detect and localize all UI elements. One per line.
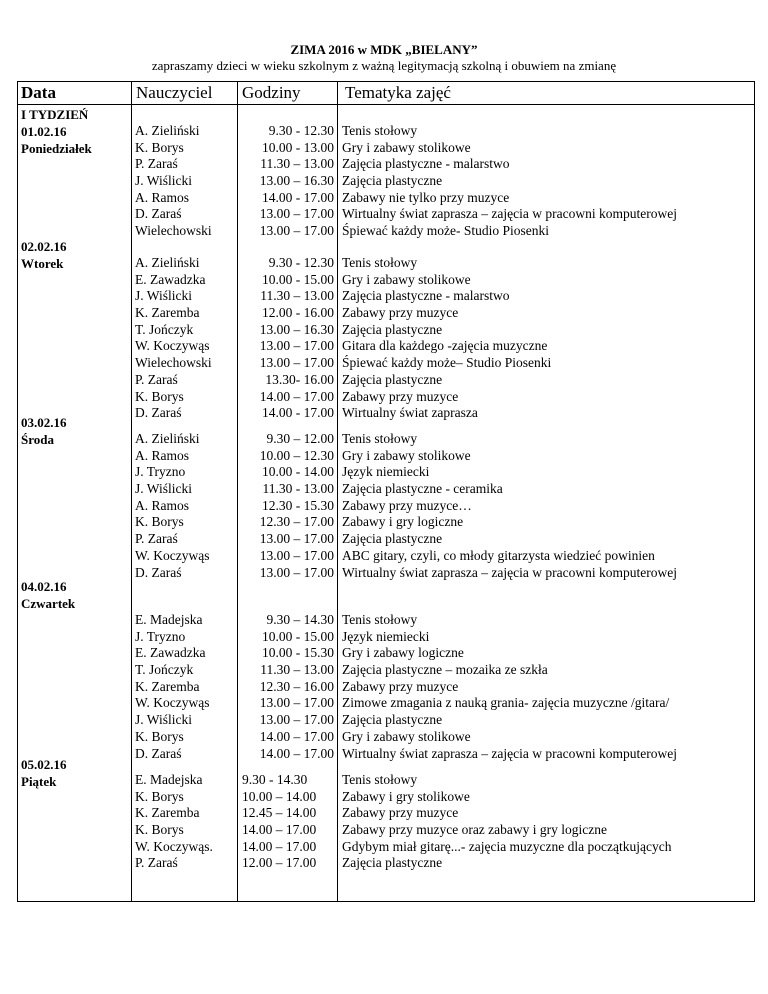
list-item: 13.00 – 16.30: [259, 173, 334, 189]
header-teacher: Nauczyciel: [136, 83, 213, 102]
list-item: Wielechowski: [135, 355, 212, 371]
list-item: 9.30 - 12.30: [268, 255, 334, 270]
list-item: 13.00 – 17.00: [259, 712, 334, 728]
hours-list: [240, 612, 334, 762]
list-item: A. Ramos: [135, 497, 189, 513]
list-item: 14.00 – 17.00: [242, 822, 317, 838]
list-item: Zabawy przy muzyce: [342, 305, 459, 321]
list-item: Tenis stołowy: [342, 612, 418, 627]
list-item: Śpiewać każdy może- Studio Piosenki: [342, 223, 549, 239]
list-item: Język niemiecki: [342, 464, 430, 480]
list-item: Zajęcia plastyczne – mozaika ze szkła: [342, 662, 548, 678]
list-item: Zabawy przy muzyce: [342, 678, 459, 694]
list-item: Wirtualny świat zaprasza: [342, 405, 478, 421]
day-date: 03.02.16: [21, 415, 67, 430]
list-item: W. Koczywąs: [135, 695, 210, 711]
list-item: Zabawy przy muzyce: [342, 388, 459, 404]
header-hours: Godziny: [242, 83, 301, 102]
list-item: Śpiewać każdy może– Studio Piosenki: [342, 355, 552, 371]
list-item: Tenis stołowy: [342, 123, 418, 138]
teachers-list: [135, 612, 209, 762]
topics-list: [342, 431, 677, 581]
teachers-list: [135, 255, 212, 422]
list-item: P. Zaraś: [135, 156, 178, 172]
list-item: Gry i zabawy stolikowe: [342, 139, 471, 155]
list-item: 14.00 – 17.00: [259, 745, 334, 761]
list-item: K. Borys: [135, 822, 184, 838]
list-item: W. Koczywąs: [135, 547, 210, 563]
list-item: 11.30 – 13.00: [260, 156, 334, 172]
list-item: Zajęcia plastyczne: [342, 321, 443, 337]
teachers-list: [135, 772, 213, 872]
day-name: Poniedziałek: [21, 141, 92, 156]
list-item: Zajęcia plastyczne - malarstwo: [342, 288, 510, 304]
day-date: 05.02.16: [21, 757, 67, 772]
list-item: 13.00 – 17.00: [259, 547, 334, 563]
column-divider: [237, 82, 238, 901]
list-item: A. Ramos: [135, 447, 189, 463]
list-item: 14.00 – 17.00: [242, 838, 317, 854]
schedule-table: [17, 81, 755, 902]
page-subtitle: zapraszamy dzieci w wieku szkolnym z ważną legitymacją szkolną i obuwiem na zmianę: [151, 58, 617, 73]
list-item: A. Ramos: [135, 189, 189, 205]
day-name: Środa: [21, 432, 54, 447]
list-item: D. Zaraś: [135, 564, 182, 580]
hours-list: [240, 255, 334, 422]
teachers-list: [135, 123, 212, 240]
day-name: Wtorek: [21, 256, 64, 271]
list-item: E. Zawadzka: [135, 645, 206, 661]
list-item: D. Zaraś: [135, 745, 182, 761]
list-item: Wirtualny świat zaprasza – zajęcia w pracowni komputerowej: [342, 206, 677, 222]
list-item: 13.00 – 17.00: [259, 695, 334, 711]
list-item: A. Zieliński: [135, 431, 200, 446]
list-item: Gry i zabawy stolikowe: [342, 728, 471, 744]
list-item: 10.00 - 15.00: [262, 628, 334, 644]
list-item: Zajęcia plastyczne - ceramika: [342, 481, 503, 497]
list-item: 14.00 - 17.00: [262, 405, 334, 421]
week-label: I TYDZIEŃ: [21, 107, 89, 122]
list-item: K. Borys: [135, 728, 184, 744]
day-tuesday: [21, 238, 67, 272]
header-topic: Tematyka zajęć: [345, 83, 451, 102]
list-item: E. Zawadzka: [135, 271, 206, 287]
list-item: 13.00 – 17.00: [259, 338, 334, 354]
day-date: 02.02.16: [21, 239, 67, 254]
topics-list: [342, 612, 677, 762]
list-item: T. Jończyk: [135, 662, 194, 678]
list-item: 12.30 – 17.00: [259, 514, 334, 530]
list-item: A. Zieliński: [135, 123, 200, 138]
day-wednesday: [21, 414, 67, 448]
list-item: 10.00 - 13.00: [262, 139, 334, 155]
list-item: J. Wiślicki: [135, 712, 192, 728]
list-item: 12.00 – 17.00: [242, 855, 317, 871]
day-name: Czwartek: [21, 596, 76, 611]
list-item: 10.00 – 14.00: [242, 788, 317, 804]
list-item: J. Tryzno: [135, 464, 186, 480]
list-item: 9.30 - 14.30: [242, 772, 308, 787]
list-item: Tenis stołowy: [342, 255, 418, 270]
list-item: D. Zaraś: [135, 206, 182, 222]
list-item: Tenis stołowy: [342, 431, 418, 446]
list-item: J. Wiślicki: [135, 173, 192, 189]
list-item: J. Wiślicki: [135, 288, 192, 304]
list-item: 13.00 – 17.00: [259, 223, 334, 239]
list-item: P. Zaraś: [135, 855, 178, 871]
list-item: Język niemiecki: [342, 628, 430, 644]
list-item: A. Zieliński: [135, 255, 200, 270]
page-title: ZIMA 2016 w MDK „BIELANY”: [290, 42, 478, 57]
list-item: 13.00 – 17.00: [259, 531, 334, 547]
list-item: 9.30 – 12.00: [266, 431, 334, 446]
list-item: 10.00 - 14.00: [262, 464, 334, 480]
list-item: E. Madejska: [135, 772, 203, 787]
day-thursday: [21, 578, 75, 612]
topics-list: [342, 255, 551, 422]
list-item: K. Zaremba: [135, 805, 200, 821]
list-item: Gdybym miał gitarę...- zajęcia muzyczne dla początkujących: [342, 838, 672, 854]
list-item: ABC gitary, czyli, co młody gitarzysta wiedzieć powinien: [342, 547, 655, 563]
list-item: K. Zaremba: [135, 678, 200, 694]
list-item: 13.00 – 16.30: [259, 321, 334, 337]
list-item: J. Wiślicki: [135, 481, 192, 497]
list-item: Zabawy przy muzyce: [342, 805, 459, 821]
list-item: Wirtualny świat zaprasza – zajęcia w pracowni komputerowej: [342, 564, 677, 580]
list-item: 14.00 - 17.00: [262, 189, 334, 205]
column-divider: [131, 82, 132, 901]
list-item: 10.00 - 15.00: [262, 271, 334, 287]
list-item: 11.30 – 13.00: [260, 288, 334, 304]
list-item: Zabawy nie tylko przy muzyce: [342, 189, 510, 205]
list-item: 13.30- 16.00: [265, 371, 334, 387]
list-item: Gry i zabawy logiczne: [342, 645, 464, 661]
list-item: K. Borys: [135, 514, 184, 530]
list-item: K. Borys: [135, 788, 184, 804]
list-item: Zajęcia plastyczne: [342, 173, 443, 189]
list-item: Zimowe zmagania z nauką grania- zajęcia muzyczne /gitara/: [342, 695, 670, 711]
list-item: Wirtualny świat zaprasza – zajęcia w pracowni komputerowej: [342, 745, 677, 761]
list-item: 13.00 – 17.00: [259, 564, 334, 580]
day-name: Piątek: [21, 774, 57, 789]
teachers-list: [135, 431, 209, 581]
list-item: K. Borys: [135, 388, 184, 404]
list-item: Zabawy i gry logiczne: [342, 514, 464, 530]
list-item: 10.00 - 15.30: [262, 645, 334, 661]
list-item: W. Koczywąs: [135, 338, 210, 354]
list-item: K. Zaremba: [135, 305, 200, 321]
hours-list: [240, 431, 334, 581]
column-divider: [337, 82, 338, 901]
hours-list: [240, 123, 334, 240]
list-item: 13.00 – 17.00: [259, 206, 334, 222]
list-item: 12.30 – 16.00: [259, 678, 334, 694]
day-friday: [21, 756, 67, 790]
list-item: Zajęcia plastyczne: [342, 855, 443, 871]
list-item: J. Tryzno: [135, 628, 186, 644]
list-item: Zabawy przy muzyce oraz zabawy i gry logiczne: [342, 822, 607, 838]
list-item: Zajęcia plastyczne: [342, 371, 443, 387]
list-item: 13.00 – 17.00: [259, 355, 334, 371]
list-item: Zajęcia plastyczne: [342, 531, 443, 547]
list-item: 9.30 – 14.30: [266, 612, 334, 627]
list-item: 12.30 - 15.30: [262, 497, 334, 513]
list-item: 14.00 – 17.00: [259, 728, 334, 744]
list-item: Zajęcia plastyczne: [342, 712, 443, 728]
list-item: Wielechowski: [135, 223, 212, 239]
hours-list: [242, 772, 336, 872]
list-item: 9.30 - 12.30: [268, 123, 334, 138]
day-date: 04.02.16: [21, 579, 67, 594]
list-item: T. Jończyk: [135, 321, 194, 337]
list-item: 10.00 – 12.30: [259, 447, 334, 463]
day-date: 01.02.16: [21, 124, 67, 139]
list-item: 12.45 – 14.00: [242, 805, 317, 821]
list-item: Zabawy i gry stolikowe: [342, 788, 470, 804]
list-item: P. Zaraś: [135, 371, 178, 387]
list-item: Tenis stołowy: [342, 772, 418, 787]
list-item: Gry i zabawy stolikowe: [342, 447, 471, 463]
list-item: D. Zaraś: [135, 405, 182, 421]
list-item: E. Madejska: [135, 612, 203, 627]
header-divider: [18, 104, 754, 105]
list-item: Gitara dla każdego -zajęcia muzyczne: [342, 338, 548, 354]
list-item: W. Koczywąs.: [135, 838, 213, 854]
list-item: Zabawy przy muzyce…: [342, 497, 472, 513]
header-date: Data: [21, 83, 56, 102]
list-item: Zajęcia plastyczne - malarstwo: [342, 156, 510, 172]
day-monday: [21, 106, 92, 157]
topics-list: [342, 123, 677, 240]
list-item: 14.00 – 17.00: [259, 388, 334, 404]
list-item: 12.00 - 16.00: [262, 305, 334, 321]
list-item: K. Borys: [135, 139, 184, 155]
list-item: P. Zaraś: [135, 531, 178, 547]
list-item: 11.30 - 13.00: [262, 481, 334, 497]
list-item: Gry i zabawy stolikowe: [342, 271, 471, 287]
topics-list: [342, 772, 671, 872]
list-item: 11.30 – 13.00: [260, 662, 334, 678]
